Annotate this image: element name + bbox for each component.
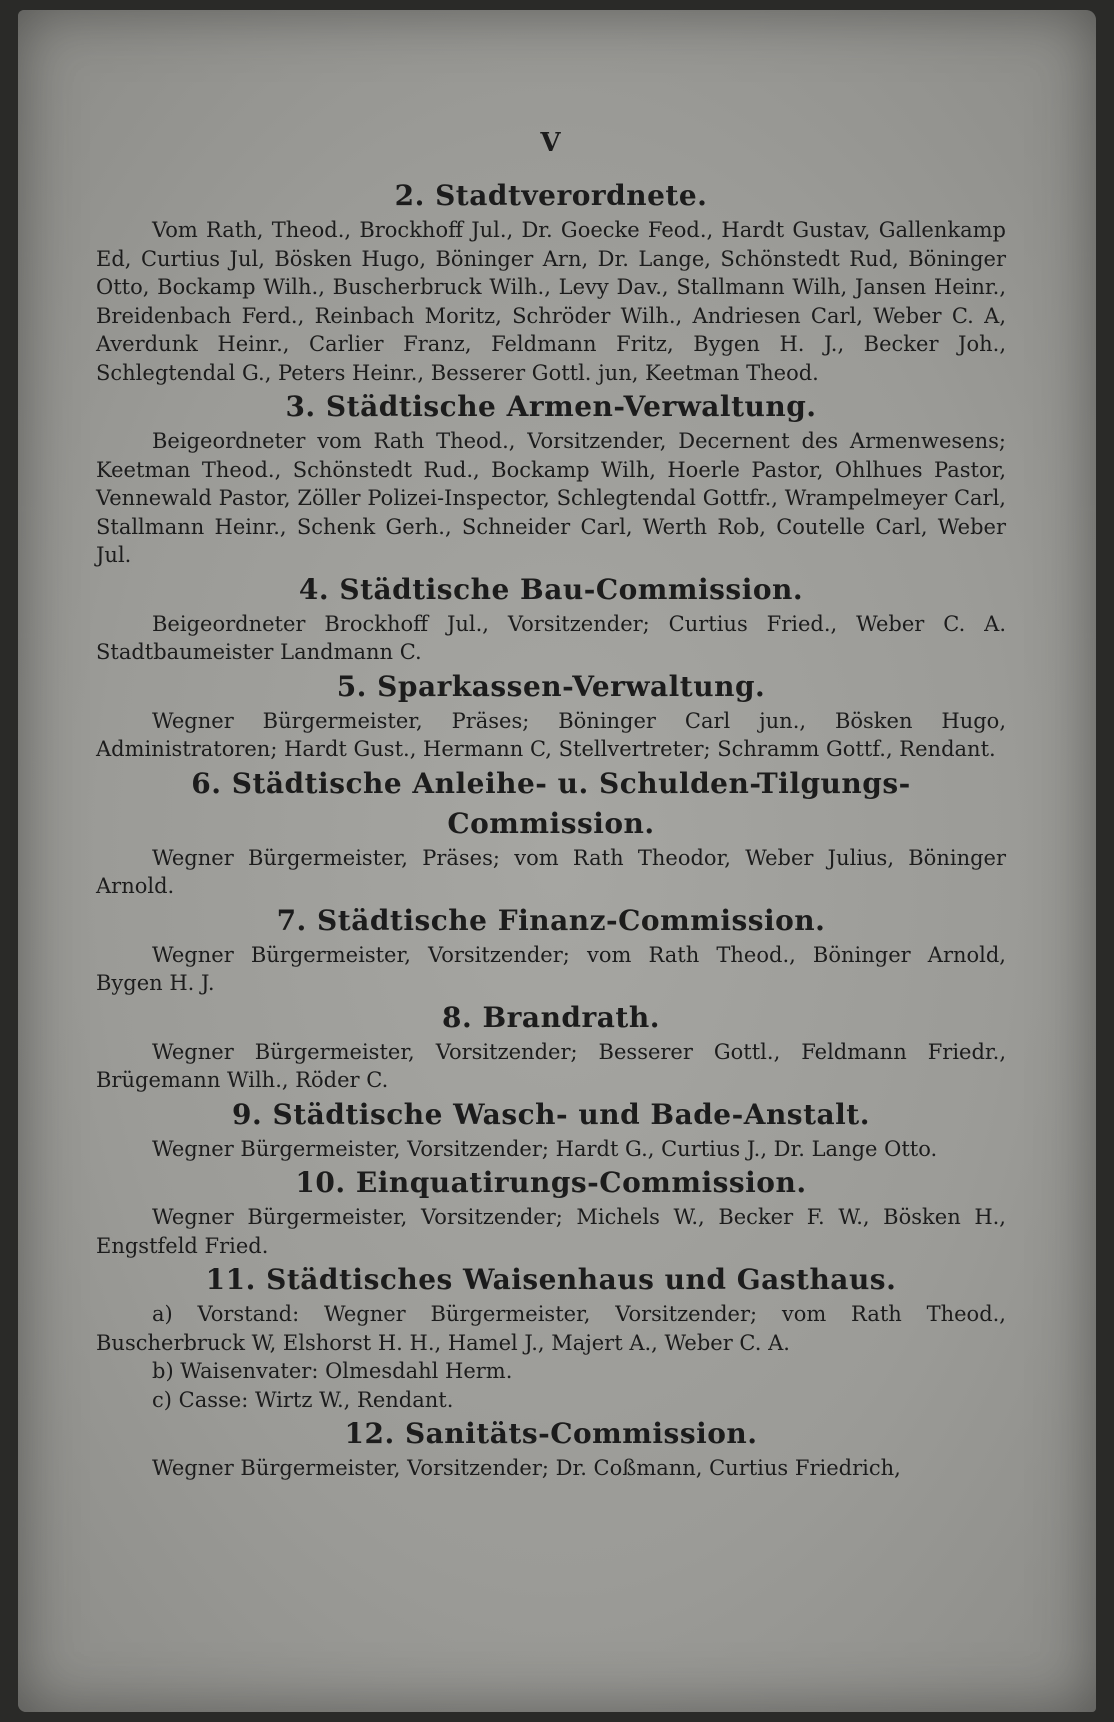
- section-heading: 4. Städtische Bau-Commission.: [298, 572, 804, 606]
- section-text: Wegner Bürgermeister, Vorsitzender; Michels W., Becker F. W., Bösken H., Engstfeld Fried.: [96, 1205, 1006, 1258]
- page-folio: V: [540, 128, 562, 158]
- section-brandrath: [96, 998, 1006, 1095]
- section-einquatirungs-commission: [96, 1163, 1006, 1260]
- section-text: Beigeordneter Brockhoff Jul., Vorsitzender; Curtius Fried., Weber C. A. Stadtbaumeister Landmann C.: [96, 611, 1006, 664]
- section-text: Beigeordneter vom Rath Theod., Vorsitzender, Decernent des Armenwesens; Keetman Theod., Schönstedt Rud., Bockamp Wilh, Hoerle Pastor, Ohlhues Pastor, Vennewald Pastor, Zöller Polizei-Inspector, Schlegtendal Gottfr., Wrampelmeyer Carl, Stallmann Heinr., Schenk Gerh., Schneider Carl, Werth Rob, Coutelle Carl, Weber Jul.: [96, 429, 1006, 567]
- page-content: [96, 128, 1006, 1483]
- section-heading: 3. Städtische Armen-Verwaltung.: [285, 390, 817, 423]
- section-wasch-bade-anstalt: [96, 1095, 1006, 1164]
- section-heading: 11. Städtisches Waisenhaus und Gasthaus.: [205, 1263, 897, 1296]
- section-finanz-commission: [96, 901, 1006, 998]
- section-armen-verwaltung: [96, 387, 1006, 570]
- section-heading: 8. Brandrath.: [442, 1000, 660, 1034]
- section-heading: 2. Stadtverordnete.: [394, 179, 708, 212]
- section-stadtverordnete: [96, 176, 1006, 387]
- section-waisenhaus-gasthaus: [96, 1260, 1006, 1414]
- section-heading: 6. Städtische Anleihe- u. Schulden-Tilgungs-Commission.: [191, 766, 911, 840]
- section-heading: 5. Sparkassen-Verwaltung.: [336, 669, 766, 703]
- section-schulden-tilgungs-commission: [96, 764, 1006, 901]
- section-sparkassen-verwaltung: [96, 667, 1006, 764]
- section-text: Wegner Bürgermeister, Präses; vom Rath Theodor, Weber Julius, Böninger Arnold.: [96, 845, 1006, 898]
- section-text-waisenvater: b) Waisenvater: Olmesdahl Herm.: [152, 1359, 513, 1383]
- section-bau-commission: [96, 570, 1006, 667]
- section-text-vorstand: a) Vorstand: Wegner Bürgermeister, Vorsitzender; vom Rath Theod., Buscherbruck W, Elshorst H. H., Hamel J., Majert A., Weber C. A.: [96, 1302, 1006, 1355]
- scanned-page: [18, 10, 1096, 1712]
- section-heading: 9. Städtische Wasch- und Bade-Anstalt.: [232, 1097, 870, 1131]
- section-text: Vom Rath, Theod., Brockhoff Jul., Dr. Goecke Feod., Hardt Gustav, Gallenkamp Ed, Curtius Jul, Bösken Hugo, Böninger Arn, Dr. Lange, Schönstedt Rud, Böninger Otto, Bockamp Wilh., Buscherbruck Wilh., Levy Dav., Stallmann Wilh, Jansen Heinr., Breidenbach Ferd., Reinbach Moritz, Schröder Wilh., Andriesen Carl, Weber C. A, Averdunk Heinr., Carlier Franz, Feldmann Fritz, Bygen H. J., Becker Joh., Schlegtendal G., Peters Heinr., Besserer Gottl. jun, Keetman Theod.: [96, 218, 1006, 385]
- section-heading: 12. Sanitäts-Commission.: [344, 1417, 758, 1450]
- section-text: Wegner Bürgermeister, Präses; Böninger Carl jun., Bösken Hugo, Administratoren; Hardt Gust., Hermann C, Stellvertreter; Schramm Gottf., Rendant.: [96, 708, 1006, 761]
- section-heading: 10. Einquatirungs-Commission.: [295, 1166, 807, 1199]
- section-text: Wegner Bürgermeister, Vorsitzender; Hardt G., Curtius J., Dr. Lange Otto.: [152, 1136, 938, 1161]
- section-text: Wegner Bürgermeister, Vorsitzender; vom Rath Theod., Böninger Arnold, Bygen H. J.: [96, 942, 1006, 995]
- section-text: Wegner Bürgermeister, Vorsitzender; Besserer Gottl., Feldmann Friedr., Brügemann Wilh., Röder C.: [96, 1039, 1006, 1092]
- section-text: Wegner Bürgermeister, Vorsitzender; Dr. Coßmann, Curtius Friedrich,: [152, 1456, 901, 1480]
- section-heading: 7. Städtische Finanz-Commission.: [276, 903, 826, 937]
- section-text-casse: c) Casse: Wirtz W., Rendant.: [152, 1387, 454, 1412]
- section-sanitaets-commission: [96, 1414, 1006, 1483]
